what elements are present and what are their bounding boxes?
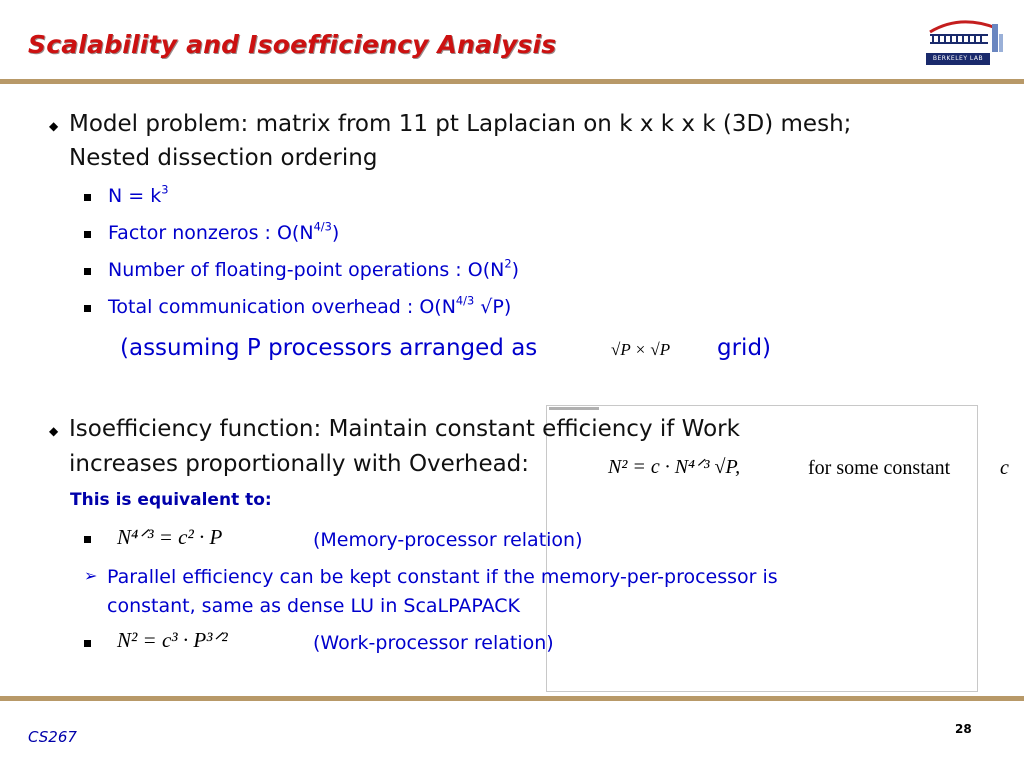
square-bullet-icon xyxy=(84,231,91,238)
footer-course: CS267 xyxy=(28,728,77,746)
formula-tail-text: for some constant xyxy=(808,457,951,479)
logo-text: BERKELEY LAB xyxy=(926,53,990,65)
parallel-line-1: Parallel efficiency can be kept constant if the memory-per-processor is xyxy=(107,566,778,588)
square-bullet-icon xyxy=(84,194,91,201)
embed-placeholder-mark xyxy=(549,407,599,410)
embedded-equation-frame xyxy=(546,405,978,692)
assumption-text: (assuming P processors arranged as xyxy=(120,335,538,361)
grid-formula: √P × √P xyxy=(611,340,671,359)
model-item-2: Factor nonzeros : $O(N^{4/3})$ xyxy=(108,219,340,244)
model-line-2: Nested dissection ordering xyxy=(69,145,378,171)
page-number: 28 xyxy=(955,722,972,736)
diamond-bullet-icon: ◆ xyxy=(49,119,59,133)
logo-graphic-icon xyxy=(926,14,1008,54)
model-item-1: $N = k^3$ xyxy=(108,182,169,207)
diamond-bullet-icon: ◆ xyxy=(49,424,59,438)
berkeley-lab-logo xyxy=(926,14,1008,72)
memory-formula: N⁴ᐟ³ = c² · P xyxy=(117,525,223,549)
model-item-4: Total communication overhead : $O(N^{4/3}$ √P) xyxy=(108,293,512,318)
arrow-bullet-icon: ➢ xyxy=(84,566,98,585)
square-bullet-icon xyxy=(84,305,91,312)
work-relation-label: (Work-processor relation) xyxy=(313,632,554,654)
parallel-line-2: constant, same as dense LU in ScaLPAPACK xyxy=(107,595,521,617)
work-formula: N² = c³ · P³ᐟ² xyxy=(117,628,228,652)
memory-relation-label: (Memory-processor relation) xyxy=(313,529,583,551)
formula-constant: c xyxy=(1000,457,1009,479)
model-item-3: Number of floating-point operations : $O(N^2)$ xyxy=(108,256,519,281)
slide-title: Scalability and Isoefficiency Analysis xyxy=(28,30,557,59)
square-bullet-icon xyxy=(84,536,91,543)
footer-rule xyxy=(0,696,1024,701)
square-bullet-icon xyxy=(84,640,91,647)
square-bullet-icon xyxy=(84,268,91,275)
iso-line-2: increases proportionally with Overhead: xyxy=(69,451,530,477)
iso-line-1: Isoefficiency function: Maintain constant efficiency if Work xyxy=(69,416,740,442)
model-line-1: Model problem: matrix from 11 pt Laplacian on k x k x k (3D) mesh; xyxy=(69,111,852,137)
header-rule xyxy=(0,79,1024,84)
isoefficiency-formula: N² = c · N⁴ᐟ³ √P, xyxy=(608,456,741,478)
assumption-grid-text: grid) xyxy=(717,335,772,361)
equivalent-label: This is equivalent to: xyxy=(70,490,272,510)
